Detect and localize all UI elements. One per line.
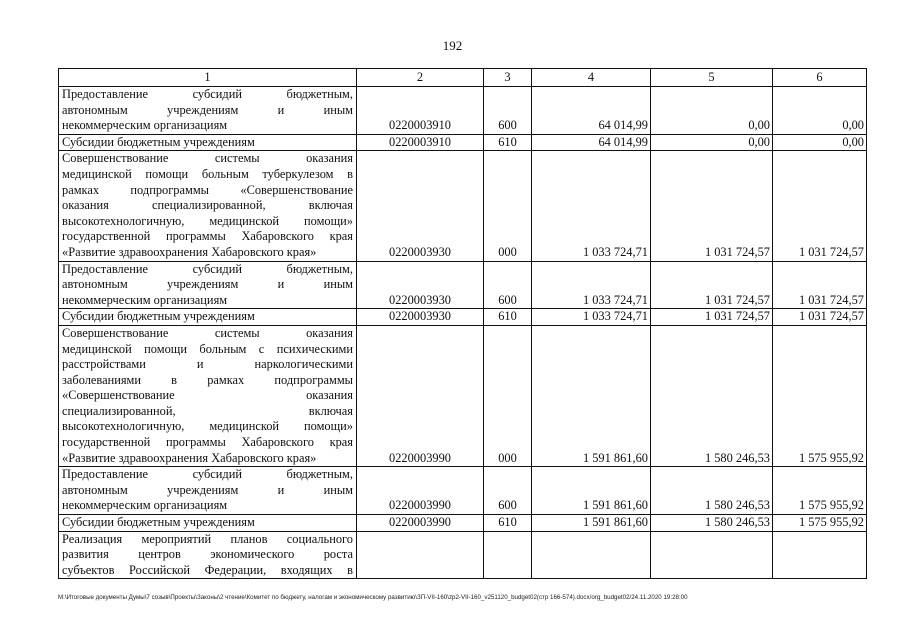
row-name-line: Субсидии бюджетным учреждениям (62, 309, 255, 324)
row-value-col5: 1 580 246,53 (651, 325, 773, 466)
row-value-col4: 1 033 724,71 (532, 261, 651, 309)
row-value-col6: 1 575 955,92 (773, 515, 867, 532)
row-value-col6: 1 031 724,57 (773, 261, 867, 309)
row-name (59, 515, 357, 532)
table-row (59, 531, 867, 579)
table-row (59, 467, 867, 515)
row-name-line: специализированной, включая (62, 403, 353, 418)
page-number: 192 (442, 38, 463, 53)
table-row (59, 309, 867, 326)
table-row (59, 261, 867, 309)
row-expense-type: 610 (484, 134, 532, 151)
table-row (59, 325, 867, 466)
row-expense-type: 610 (484, 515, 532, 532)
row-name-line: Предоставление субсидий бюджетным, (62, 467, 353, 482)
row-name-line: некоммерческим организациям (62, 498, 228, 513)
row-value-col6 (773, 531, 867, 579)
row-value-col4: 1 033 724,71 (532, 151, 651, 261)
row-value-col5: 0,00 (651, 87, 773, 135)
row-expense-type: 610 (484, 309, 532, 326)
row-expense-type: 600 (484, 87, 532, 135)
header-col-5: 5 (651, 69, 773, 87)
header-col-4: 4 (532, 69, 651, 87)
row-name (59, 325, 357, 466)
row-name-line: Реализация мероприятий планов социального (62, 531, 353, 546)
row-name-line: медицинской помощи больным туберкулезом в (62, 166, 353, 181)
row-value-col5: 0,00 (651, 134, 773, 151)
row-name-line: высокотехнологичную, медицинской помощи» (62, 419, 353, 434)
row-name-line: высокотехнологичную, медицинской помощи» (62, 213, 353, 228)
row-value-col5: 1 580 246,53 (651, 467, 773, 515)
row-value-col5: 1 031 724,57 (651, 309, 773, 326)
row-name-line: Субсидии бюджетным учреждениям (62, 515, 255, 530)
row-name (59, 87, 357, 135)
row-name-line: «Развитие здравоохранения Хабаровского края» (62, 450, 317, 465)
row-value-col6: 0,00 (773, 134, 867, 151)
row-name-line: автономным учреждениям и иным (62, 277, 353, 292)
row-name-line: Совершенствование системы оказания (62, 151, 353, 166)
row-name-line: государственной программы Хабаровского края (62, 435, 353, 450)
row-name-line: Субсидии бюджетным учреждениям (62, 134, 255, 149)
row-name-line: рамках подпрограммы «Совершенствование (62, 182, 353, 197)
table-row (59, 87, 867, 135)
header-col-2: 2 (357, 69, 484, 87)
row-name (59, 134, 357, 151)
row-expense-type: 000 (484, 151, 532, 261)
header-col-3: 3 (484, 69, 532, 87)
row-name (59, 531, 357, 579)
row-name-line: Совершенствование системы оказания (62, 325, 353, 340)
row-name-line: Предоставление субсидий бюджетным, (62, 261, 353, 276)
row-code: 0220003990 (357, 515, 484, 532)
row-expense-type (484, 531, 532, 579)
row-name (59, 151, 357, 261)
row-code: 0220003930 (357, 261, 484, 309)
row-name-line: развития центров экономического роста (62, 547, 353, 562)
row-code: 0220003990 (357, 325, 484, 466)
row-value-col6: 1 031 724,57 (773, 151, 867, 261)
row-value-col4: 1 033 724,71 (532, 309, 651, 326)
row-value-col6: 1 031 724,57 (773, 309, 867, 326)
row-name (59, 467, 357, 515)
header-row (59, 69, 867, 87)
header-col-1: 1 (59, 69, 357, 87)
row-name-line: расстройствами и наркологическими (62, 357, 353, 372)
row-expense-type: 600 (484, 261, 532, 309)
row-value-col4 (532, 531, 651, 579)
row-code (357, 531, 484, 579)
header-col-6: 6 (773, 69, 867, 87)
row-name (59, 309, 357, 326)
budget-table (58, 68, 867, 579)
row-value-col4: 64 014,99 (532, 134, 651, 151)
row-expense-type: 600 (484, 467, 532, 515)
table-row (59, 151, 867, 261)
table-row (59, 515, 867, 532)
row-expense-type: 000 (484, 325, 532, 466)
row-name-line: «Совершенствование оказания (62, 388, 353, 403)
row-code: 0220003990 (357, 467, 484, 515)
row-name-line: автономным учреждениям и иным (62, 482, 353, 497)
row-value-col5: 1 031 724,57 (651, 261, 773, 309)
row-name-line: автономным учреждениям и иным (62, 102, 353, 117)
row-value-col4: 1 591 861,60 (532, 467, 651, 515)
row-value-col5: 1 031 724,57 (651, 151, 773, 261)
row-name-line: Предоставление субсидий бюджетным, (62, 87, 353, 101)
row-value-col5 (651, 531, 773, 579)
row-name-line: субъектов Российской Федерации, входящих в (62, 562, 353, 577)
row-name-line: некоммерческим организациям (62, 292, 228, 307)
row-value-col5: 1 580 246,53 (651, 515, 773, 532)
row-name-line: государственной программы Хабаровского края (62, 229, 353, 244)
document-footer-path: М:\Итоговые документы Думы\7 созыв\Проекты\Законы\2 чтение\Комитет по бюджету, налогам и экономическому развитию\ЗП-VII-160\zp2-VII-160_v251120_budget02(стр 166-574).docx/org_budget02/24.11.2020 19:28:00 (58, 594, 688, 601)
row-value-col6: 1 575 955,92 (773, 467, 867, 515)
row-name-line: «Развитие здравоохранения Хабаровского края» (62, 244, 317, 259)
row-value-col4: 1 591 861,60 (532, 515, 651, 532)
row-code: 0220003910 (357, 87, 484, 135)
row-name-line: медицинской помощи больным с психическими (62, 341, 353, 356)
table-row (59, 134, 867, 151)
row-name (59, 261, 357, 309)
row-value-col6: 1 575 955,92 (773, 325, 867, 466)
row-name-line: оказания специализированной, включая (62, 198, 353, 213)
row-value-col6: 0,00 (773, 87, 867, 135)
row-value-col4: 1 591 861,60 (532, 325, 651, 466)
row-value-col4: 64 014,99 (532, 87, 651, 135)
row-code: 0220003930 (357, 309, 484, 326)
row-name-line: заболеваниями в рамках подпрограммы (62, 372, 353, 387)
row-code: 0220003930 (357, 151, 484, 261)
row-name-line: некоммерческим организациям (62, 118, 228, 133)
row-code: 0220003910 (357, 134, 484, 151)
